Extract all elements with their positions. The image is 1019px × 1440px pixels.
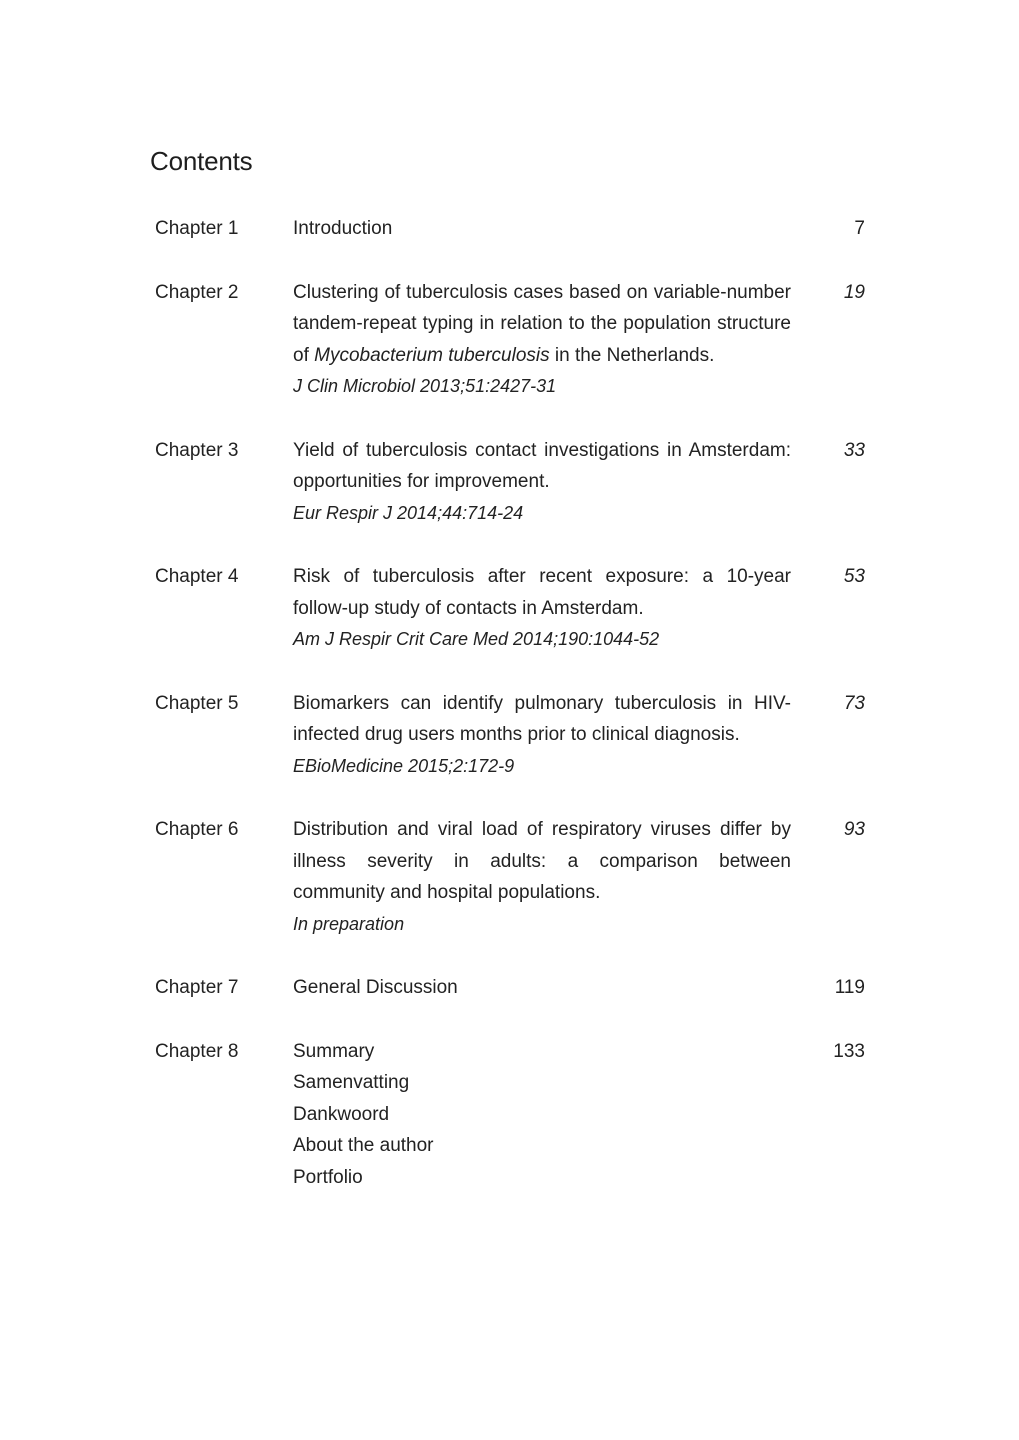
toc-entry-chapter-8 [155, 1036, 865, 1194]
chapter-title-text: Yield of tuberculosis contact investigations in Amsterdam: opportunities for improvement. [293, 439, 791, 492]
chapter-title[interactable] [293, 814, 791, 940]
page-number: 33 [843, 439, 865, 461]
toc-entry-chapter-2 [155, 277, 865, 403]
chapter-title[interactable] [293, 972, 791, 1004]
list-item-about-the-author[interactable]: About the author [293, 1135, 434, 1156]
journal-reference: Am J Respir Crit Care Med 2014;190:1044-52 [293, 629, 660, 649]
chapter-item-list [293, 1036, 791, 1194]
chapter-label: Chapter 5 [155, 692, 239, 714]
journal-reference: Eur Respir J 2014;44:714-24 [293, 502, 524, 523]
chapter-title-text: Biomarkers can identify pulmonary tuberculosis in HIV-infected drug users months prior to clinical diagnosis. [293, 692, 791, 745]
chapter-label: Chapter 7 [155, 977, 239, 998]
chapter-label: Chapter 6 [155, 819, 239, 840]
chapter-title-text: Introduction [293, 218, 393, 239]
chapter-title[interactable] [293, 688, 791, 783]
page-number: 7 [854, 218, 865, 239]
chapter-title-italic: Mycobacterium tuberculosis [314, 344, 550, 366]
chapter-title-text: General Discussion [293, 977, 458, 998]
toc-entry-chapter-5 [155, 688, 865, 783]
page-number: 93 [843, 819, 865, 840]
chapter-title-text: Distribution and viral load of respiratory viruses differ by illness severity in adults: a comparison between community and hospital populations. [293, 819, 791, 903]
chapter-label: Chapter 2 [155, 281, 239, 303]
list-item-dankwoord[interactable]: Dankwoord [293, 1103, 390, 1125]
publication-status: In preparation [293, 913, 405, 934]
chapter-title-text: Clustering of tuberculosis cases based on variable-number tandem-repeat typing in relation to the population structure of [293, 281, 791, 366]
toc-entry-chapter-6 [155, 814, 865, 940]
chapter-label: Chapter 8 [155, 1040, 239, 1062]
page-number: 119 [834, 977, 865, 998]
chapter-title-text: Risk of tuberculosis after recent exposure: a 10-year follow-up study of contacts in Amsterdam. [293, 566, 791, 619]
list-item-samenvatting[interactable]: Samenvatting [293, 1072, 410, 1093]
journal-reference: J Clin Microbiol 2013;51:2427-31 [293, 376, 557, 396]
chapter-label: Chapter 4 [155, 566, 239, 587]
page-number: 73 [843, 692, 865, 714]
page-title: Contents [150, 146, 253, 176]
chapter-title[interactable] [293, 561, 791, 656]
toc-entry-chapter-3 [155, 435, 865, 530]
toc-entry-chapter-7 [155, 972, 865, 1004]
chapter-title-text-end: in the Netherlands. [549, 344, 715, 366]
chapter-title[interactable] [293, 277, 791, 403]
chapter-title[interactable] [293, 213, 791, 245]
journal-reference: EBioMedicine 2015;2:172-9 [293, 755, 515, 776]
list-item-summary[interactable]: Summary [293, 1040, 375, 1062]
page-number: 19 [843, 281, 865, 303]
table-of-contents [155, 213, 865, 1193]
chapter-title[interactable] [293, 435, 791, 530]
chapter-label: Chapter 3 [155, 439, 239, 461]
page-number: 133 [833, 1040, 865, 1062]
chapter-label: Chapter 1 [155, 218, 239, 239]
list-item-portfolio[interactable]: Portfolio [293, 1166, 363, 1188]
page-number: 53 [843, 566, 865, 587]
toc-entry-chapter-4 [155, 561, 865, 656]
toc-entry-chapter-1 [155, 213, 865, 245]
